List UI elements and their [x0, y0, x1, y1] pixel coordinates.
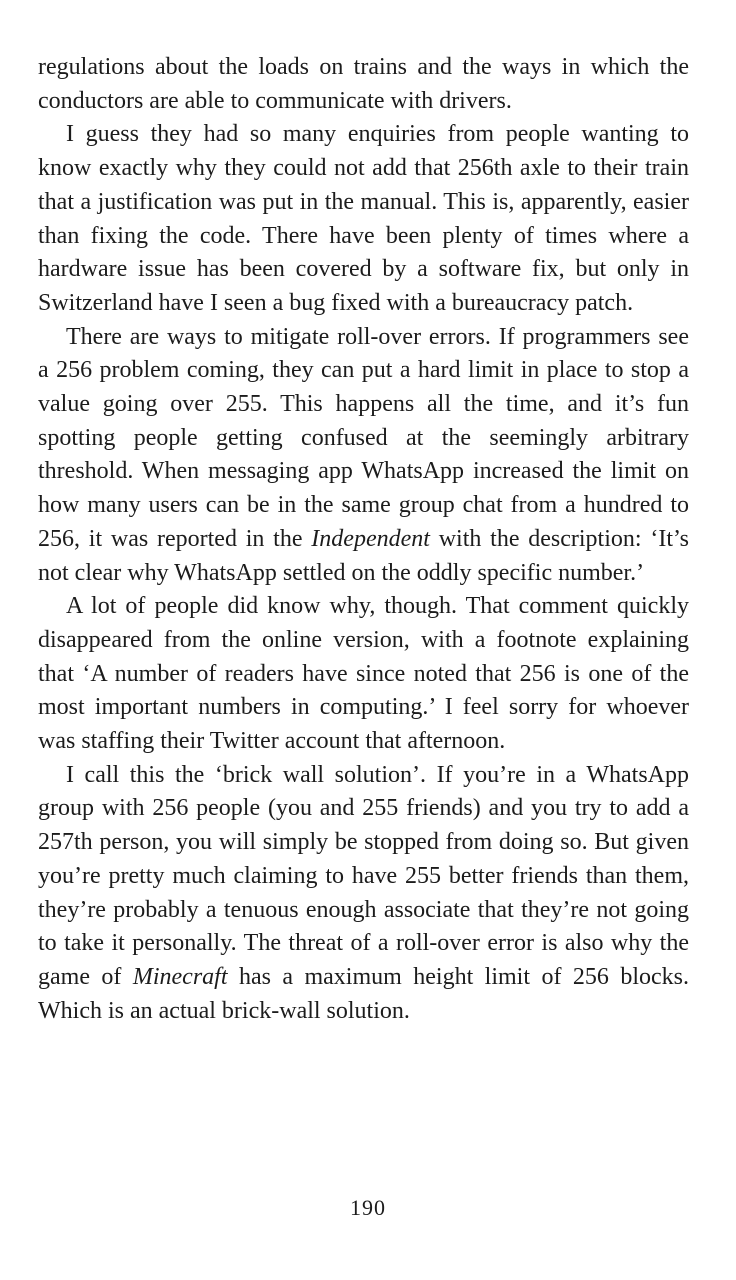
page-number: 190 [350, 1195, 386, 1220]
paragraph-3-italic-title: Independent [311, 525, 430, 552]
paragraph-5-italic-title: Minecraft [132, 963, 228, 990]
paragraph-1-text: regulations about the loads on trains and the ways in which the conductors are able to communicate with drivers. [38, 54, 689, 114]
paragraph-4-text: A lot of people did know why, though. That comment quickly disappeared from the online version, with a footnote explaining that ‘A number of readers have since noted that 256 is one of the most important numbers in computing.’ I feel sorry for whoever was staffing their Twitter account that afternoon. [38, 593, 689, 755]
paragraph-2-text: I guess they had so many enquiries from people wanting to know exactly why they could not add that 256th axle to their train that a justification was put in the manual. This is, apparently, easier than fixing the code. There have been plenty of times where a hardware issue has been covered by a software fix, but only in Switzerland have I seen a bug fixed with a bureaucracy patch. [38, 121, 689, 316]
paragraph-5 [38, 759, 689, 1029]
paragraph-3 [38, 321, 689, 591]
paragraph-2 [38, 118, 689, 320]
paragraph-5-text-b: has a maximum height limit of 256 blocks. Which is an actual brick-wall solution. [38, 963, 689, 1024]
paragraph-1 [38, 51, 689, 118]
paragraph-3-text-a: There are ways to mitigate roll-over errors. If programmers see a 256 problem coming, they can put a hard limit in place to stop a value going over 255. This happens all the time, and it’s fun spotting people getting confused at the seemingly arbitrary threshold. When messaging app WhatsApp increased the limit on how many users can be in the same group chat from a hundred to 256, it was reported in the [38, 323, 689, 552]
paragraph-5-text-a: I call this the ‘brick wall solution’. If you’re in a WhatsApp group with 256 people (you and 255 friends) and you try to add a 257th person, you will simply be stopped from doing so. But given you’re pretty much claiming to have 255 better friends than them, they’re probably a tenuous enough associate that they’re not going to take it personally. The threat of a roll-over error is also why the game of [38, 761, 689, 990]
page-body [38, 51, 689, 1028]
paragraph-4 [38, 590, 689, 759]
paragraph-3-text-b: with the description: ‘It’s not clear why WhatsApp settled on the oddly specific number.’ [38, 525, 689, 586]
